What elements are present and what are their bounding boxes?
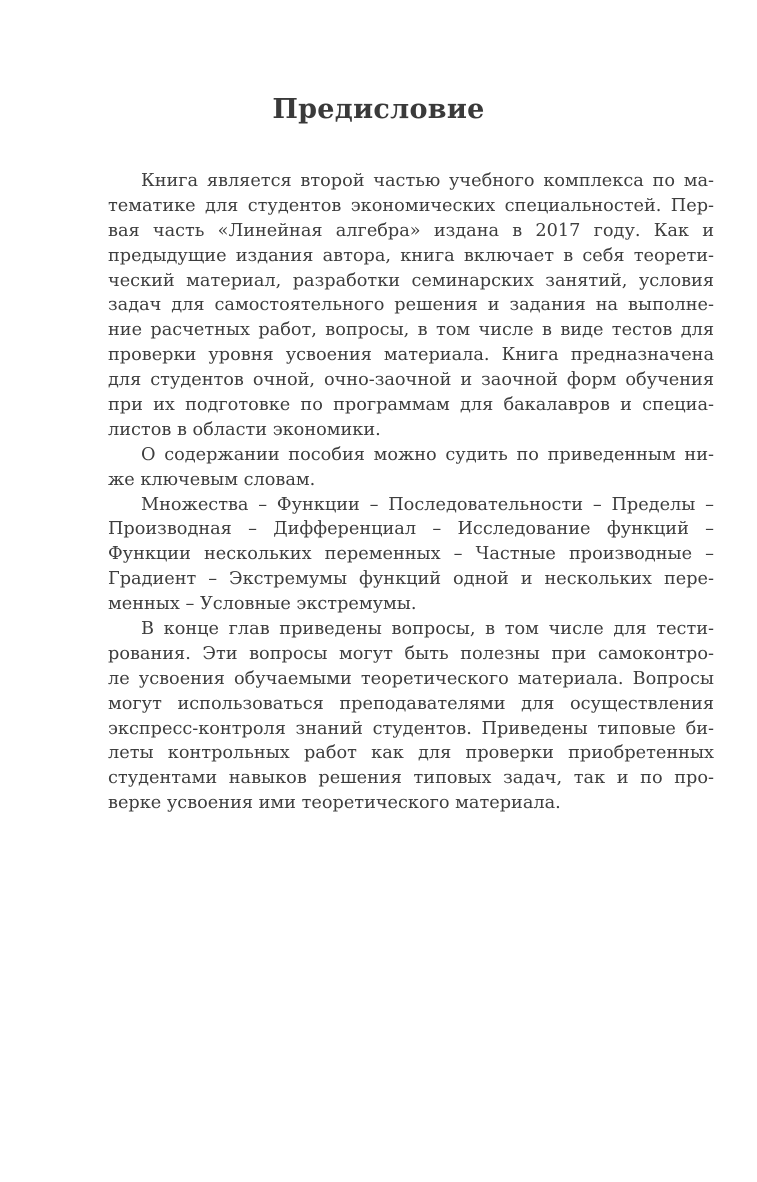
text-line: ле усвоения обучаемыми теоретического материала. Вопросы bbox=[108, 668, 714, 689]
text-line: менных – Условные экстремумы. bbox=[108, 594, 417, 615]
text-line: для студентов очной, очно-заочной и заочной форм обучения bbox=[108, 370, 714, 391]
text-line: задач для самостоятельного решения и задания на выполне- bbox=[108, 295, 714, 316]
text-line: тематике для студентов экономических специальностей. Пер- bbox=[108, 195, 714, 216]
text-line: верке усвоения ими теоретического материала. bbox=[108, 793, 561, 814]
text-line: вая часть «Линейная алгебра» издана в 2017 году. Как и bbox=[108, 220, 714, 241]
text-line: Функции нескольких переменных – Частные производные – bbox=[108, 544, 714, 565]
text-line: Книга является второй частью учебного комплекса по ма- bbox=[141, 171, 714, 191]
text-line: студентами навыков решения типовых задач, так и по про- bbox=[108, 768, 714, 789]
preface-body bbox=[108, 169, 714, 816]
text-line: при их подготовке по программам для бакалавров и специа- bbox=[108, 395, 714, 416]
text-line: Производная – Дифференциал – Исследование функций – bbox=[108, 519, 714, 540]
text-line: леты контрольных работ как для проверки приобретенных bbox=[108, 743, 714, 764]
page-title: Предисловие bbox=[272, 94, 485, 125]
text-line: предыдущие издания автора, книга включает в себя теорети- bbox=[108, 245, 714, 266]
text-line: листов в области экономики. bbox=[108, 419, 381, 440]
text-line: ческий материал, разработки семинарских занятий, условия bbox=[108, 270, 714, 291]
text-line: проверки уровня усвоения материала. Книга предназначена bbox=[108, 345, 714, 366]
text-line: рования. Эти вопросы могут быть полезны при самоконтро- bbox=[108, 643, 714, 664]
text-line: ние расчетных работ, вопросы, в том числе в виде тестов для bbox=[108, 320, 714, 341]
text-line: экспресс-контроля знаний студентов. Приведены типовые би- bbox=[108, 718, 714, 739]
text-line: же ключевым словам. bbox=[108, 469, 316, 490]
text-line: Градиент – Экстремумы функций одной и нескольких пере- bbox=[108, 569, 714, 590]
text-line: О содержании пособия можно судить по приведенным ни- bbox=[141, 444, 714, 465]
text-line: Множества – Функции – Последовательности – Пределы – bbox=[141, 494, 714, 515]
text-line: В конце глав приведены вопросы, в том числе для тести- bbox=[141, 619, 714, 640]
text-line: могут использоваться преподавателями для осуществления bbox=[108, 693, 714, 714]
